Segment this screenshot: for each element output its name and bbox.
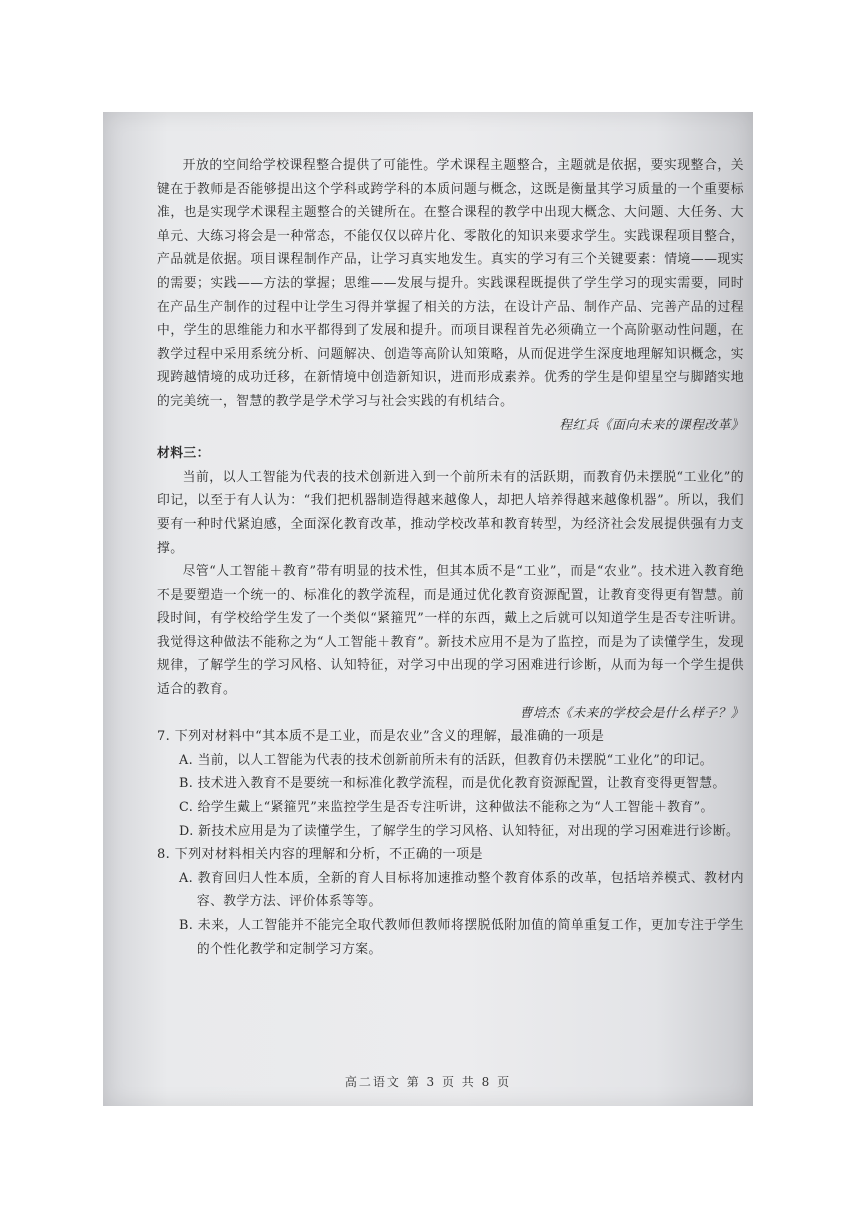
option-a: A. 教育回归人性本质，全新的育人目标将加速推动整个教育体系的改革，包括培养模式、教材内容、教学方法、评价体系等等。 [179, 870, 744, 910]
passage-source: 程红兵《面向未来的课程改革》 [559, 417, 744, 433]
question-stem: 7. 下列对材料中“其本质不是工业，而是农业”含义的理解，最准确的一项是 [157, 729, 605, 745]
option-b: B. 未来，人工智能并不能完全取代教师但教师将摆脱低附加值的简单重复工作，更加专注于学生的个性化教学和定制学习方案。 [179, 918, 744, 957]
question-7 [157, 725, 744, 843]
option-c: C. 给学生戴上“紧箍咒”来监控学生是否专注听讲，这种做法不能称之为“人工智能＋教育”。 [179, 800, 714, 816]
page-footer: 高二语文 第 3 页 共 8 页 [344, 1075, 512, 1089]
material-three-paragraph-1: 当前，以人工智能为代表的技术创新进入到一个前所未有的活跃期，而教育仍未摆脱“工业化”的印记，以至于有人认为：“我们把机器制造得越来越像人，却把人培养得越来越像机器”。所以，我们要有一种时代紧迫感，全面深化教育改革，推动学校改革和教育转型，为经济社会发展提供强有力支撑。 [157, 469, 744, 556]
option-b: B. 技术进入教育不是要统一和标准化教学流程，而是优化教育资源配置，让教育变得更智慧。 [179, 776, 726, 792]
material-three-title: 材料三： [157, 446, 210, 462]
question-stem: 8. 下列对材料相关内容的理解和分析，不正确的一项是 [157, 847, 483, 863]
material-three-source: 曹培杰《未来的学校会是什么样子？》 [519, 705, 744, 721]
passage-paragraph: 开放的空间给学校课程整合提供了可能性。学术课程主题整合，主题就是依据，要实现整合，关键在于教师是否能够提出这个学科或跨学科的本质问题与概念，这既是衡量其学习质量的一个重要标准，也是实现学术课程主题整合的关键所在。在整合课程的教学中出现大概念、大问题、大任务、大单元、大练习将会是一种常态，不能仅仅以碎片化、零散化的知识来要求学生。实践课程项目整合，产品就是依据。项目课程制作产品，让学习真实地发生。真实的学习有三个关键要素：情境——现实的需要；实践——方法的掌握；思维——发展与提升。实践课程既提供了学生学习的现实需要，同时在产品生产制作的过程中让学生习得并掌握了相关的方法，在设计产品、制作产品、完善产品的过程中，学生的思维能力和水平都得到了发展和提升。而项目课程首先必须确立一个高阶驱动性问题，在教学过程中采用系统分析、问题解决、创造等高阶认知策略，从而促进学生深度地理解知识概念，实现跨越情境的成功迁移，在新情境中创造新知识，进而形成素养。优秀的学生是仰望星空与脚踏实地的完美统一，智慧的教学是学术学习与社会实践的有机结合。 [157, 158, 744, 409]
question-8 [157, 843, 744, 961]
page-content [157, 154, 744, 961]
option-d: D. 新技术应用是为了读懂学生，了解学生的学习风格、认知特征，对出现的学习困难进行诊断。 [179, 823, 740, 839]
option-a: A. 当前，以人工智能为代表的技术创新前所未有的活跃，但教育仍未摆脱“工业化”的印记。 [179, 752, 713, 768]
material-three-paragraph-2: 尽管“人工智能＋教育”带有明显的技术性，但其本质不是“工业”，而是“农业”。技术进入教育绝不是要塑造一个统一的、标准化的教学流程，而是通过优化教育资源配置，让教育变得更有智慧。前段时间，有学校给学生发了一个类似“紧箍咒”一样的东西，戴上之后就可以知道学生是否专注听讲。我觉得这种做法不能称之为“人工智能＋教育”。新技术应用不是为了监控，而是为了读懂学生，发现规律，了解学生的学习风格、认知特征，对学习中出现的学习困难进行诊断，从而为每一个学生提供适合的教育。 [157, 564, 744, 698]
